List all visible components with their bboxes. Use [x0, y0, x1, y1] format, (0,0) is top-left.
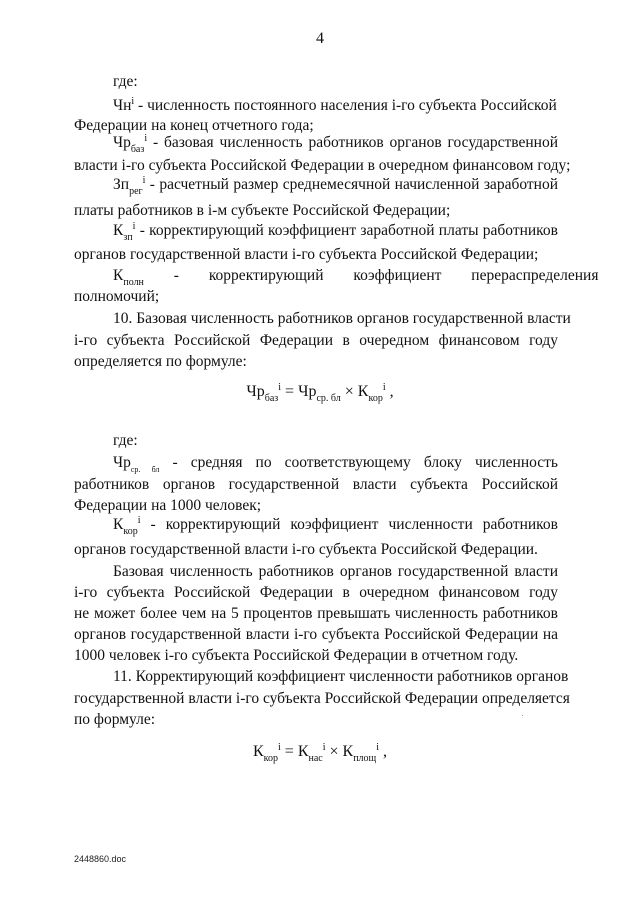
- paragraph-11-line-1: 11. Корректирующий коэффициент численности работников органов: [113, 668, 569, 685]
- footer-filename: 2448860.doc: [74, 854, 127, 864]
- definition-k-zp: $К_{зп}^i$ - корректирующий коэффициент заработной платы работников: [113, 221, 558, 243]
- definition-chn-cont: Федерации на конец отчетного года;: [74, 117, 314, 134]
- definition-chr-sr-bl-cont-2: Федерации на 1000 человек;: [74, 497, 262, 514]
- definition-chr-sr-bl-cont-1: работников органов государственной власти субъекта Российской: [74, 476, 558, 493]
- paragraph-limit-line-5: 1000 человек i-го субъекта Российской Федерации в отчетном году.: [74, 647, 519, 664]
- definition-k-zp-cont: органов государственной власти i-го субъекта Российской Федерации;: [74, 246, 539, 263]
- where-label: где:: [113, 73, 138, 90]
- paragraph-limit-line-4: органов государственной власти i-го субъекта Российской Федерации на: [74, 626, 558, 643]
- paragraph-limit-line-1: Базовая численность работников органов государственной власти: [113, 563, 558, 580]
- paragraph-10-line-2: i-го субъекта Российской Федерации в очередном финансовом году: [74, 332, 558, 349]
- formula-correction-coefficient: $К_{кор}^i = К_{нас}^i \times К_{площ}^i$ ,: [252, 742, 388, 764]
- definition-k-poln-cont: полномочий;: [74, 288, 160, 305]
- paragraph-11-line-3: по формуле:: [74, 711, 156, 728]
- definition-chr-sr-bl: $Чр_{ср. бл}$ - средняя по соответствующему блоку численность: [113, 454, 558, 474]
- paragraph-10-line-3: определяется по формуле:: [74, 353, 247, 370]
- definition-chr-baz: $Чр_{баз}^i$ - базовая численность работников органов государственной: [113, 133, 558, 155]
- definition-k-kor: $К_{кор}^i$ - корректирующий коэффициент численности работников: [113, 515, 558, 537]
- definition-chn: $Чн^i$ - численность постоянного населения i-го субъекта Российской: [113, 96, 557, 114]
- formula-base-headcount: $Чр_{баз}^i = Чр_{ср. бл} \times К_{кор}^i$ ,: [246, 382, 394, 404]
- definition-zp-reg: $Зп_{рег}^i$ - расчетный размер среднемесячной начисленной заработной: [113, 175, 558, 197]
- page-number: 4: [316, 30, 324, 47]
- paragraph-limit-line-2: i-го субъекта Российской Федерации в очередном финансовом году: [74, 584, 558, 601]
- paragraph-11-line-2: государственной власти i-го субъекта Российской Федерации определяется: [74, 690, 570, 707]
- definition-k-kor-cont: органов государственной власти i-го субъекта Российской Федерации.: [74, 541, 538, 558]
- scan-dot: [522, 715, 523, 716]
- where-label-2: где:: [113, 432, 138, 449]
- definition-chr-baz-cont: власти i-го субъекта Российской Федерации в очередном финансовом году;: [74, 157, 571, 174]
- definition-k-poln: $К_{полн}$ - корректирующий коэффициент перераспределения: [113, 267, 599, 288]
- paragraph-limit-line-3: не может более чем на 5 процентов превышать численность работников: [74, 605, 558, 622]
- paragraph-10-line-1: 10. Базовая численность работников органов государственной власти: [113, 310, 571, 327]
- definition-zp-reg-cont: платы работников в i-м субъекте Российской Федерации;: [74, 202, 451, 219]
